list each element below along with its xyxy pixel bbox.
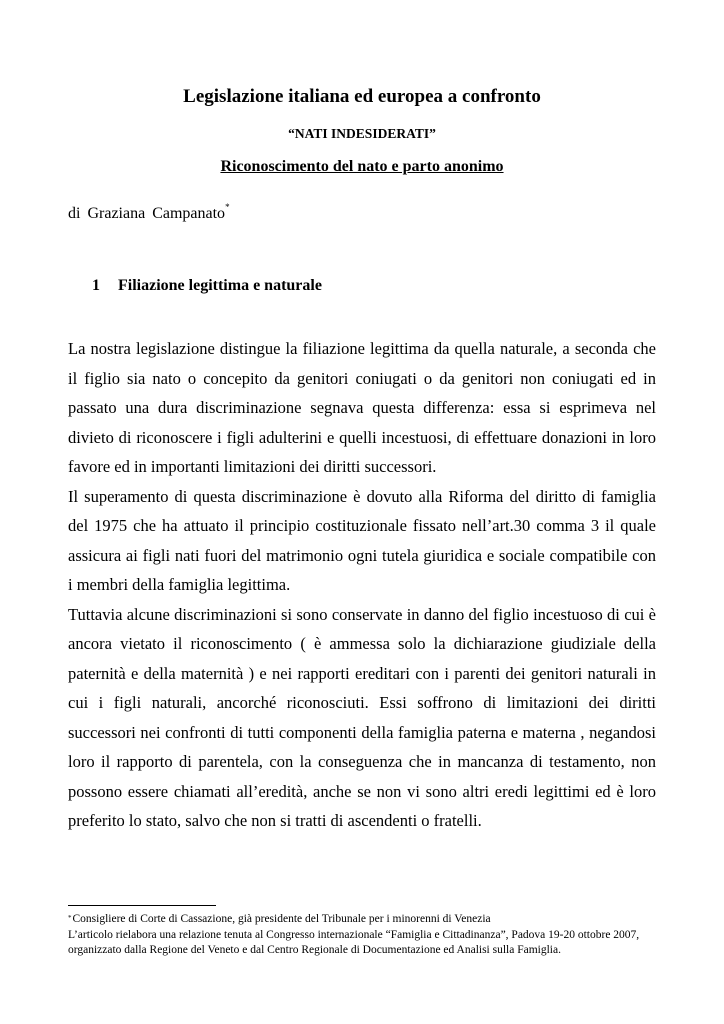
author-footnote-marker: * — [225, 202, 230, 212]
footnote-marker: * — [68, 914, 72, 922]
document-subject-heading: Riconoscimento del nato e parto anonimo — [220, 158, 504, 175]
section-title: Filiazione legittima e naturale — [118, 277, 322, 294]
body-paragraph: La nostra legislazione distingue la filiazione legittima da quella naturale, a seconda che il figlio sia nato o concepito da genitori coniugati o da genitori non coniugati ed in passato una dura discriminazione segnava questa differenza: essa si esprimeva nel divieto di riconoscere i figli adulterini e quelli incestuosi, di effettuare donazioni in loro favore ed in importanti limitazioni dei diritti successori. — [68, 339, 656, 476]
document-subtitle: “NATI INDESIDERATI” — [288, 126, 436, 141]
footnote-divider — [68, 905, 216, 906]
section-heading — [92, 277, 322, 295]
footnote-line: L’articolo rielabora una relazione tenuta al Congresso internazionale “Famiglia e Cittadinanza”, Padova 19-20 ottobre 2007, organizzato dalla Regione del Veneto e dal Centro Regionale di Documentazione ed Analisi sulla Famiglia. — [68, 928, 640, 956]
body-paragraph: Tuttavia alcune discriminazioni si sono conservate in danno del figlio incestuoso di cui è ancora vietato il riconoscimento ( è ammessa solo la dichiarazione giudiziale della paternità e della maternità ) e nei rapporti ereditari con i parenti dei genitori naturali in cui i figli naturali, ancorché riconosciuti. Essi soffrono di limitazioni dei diritti successori nei confronti di tutti componenti della famiglia paterna e materna , negandosi loro il rapporto di parentela, con la conseguenza che in mancanza di testamento, non possono essere chiamati all’eredità, anche se non vi sono altri eredi legittimi ed è loro preferito lo stato, salvo che non si tratti di ascendenti o fratelli. — [68, 604, 656, 830]
footnote-text: Consigliere di Corte di Cassazione, già presidente del Tribunale per i minorenni di Venezia — [72, 913, 491, 925]
body-paragraph: Il superamento di questa discriminazione è dovuto alla Riforma del diritto di famiglia del 1975 che ha attuato il principio costituzionale fissato nell’art.30 comma 3 il quale assicura ai figli nati fuori del matrimonio ogni tutela giuridica e sociale compatibile con i membri della famiglia legittima. — [68, 486, 656, 594]
author-prefix: di — [68, 205, 81, 222]
document-title: Legislazione italiana ed europea a confronto — [183, 86, 541, 107]
section-number: 1 — [92, 277, 100, 294]
author-line — [68, 202, 230, 223]
footnotes — [68, 911, 668, 959]
footnote-line — [68, 911, 668, 928]
author-name: Graziana Campanato — [87, 205, 226, 222]
body-text — [68, 334, 656, 836]
